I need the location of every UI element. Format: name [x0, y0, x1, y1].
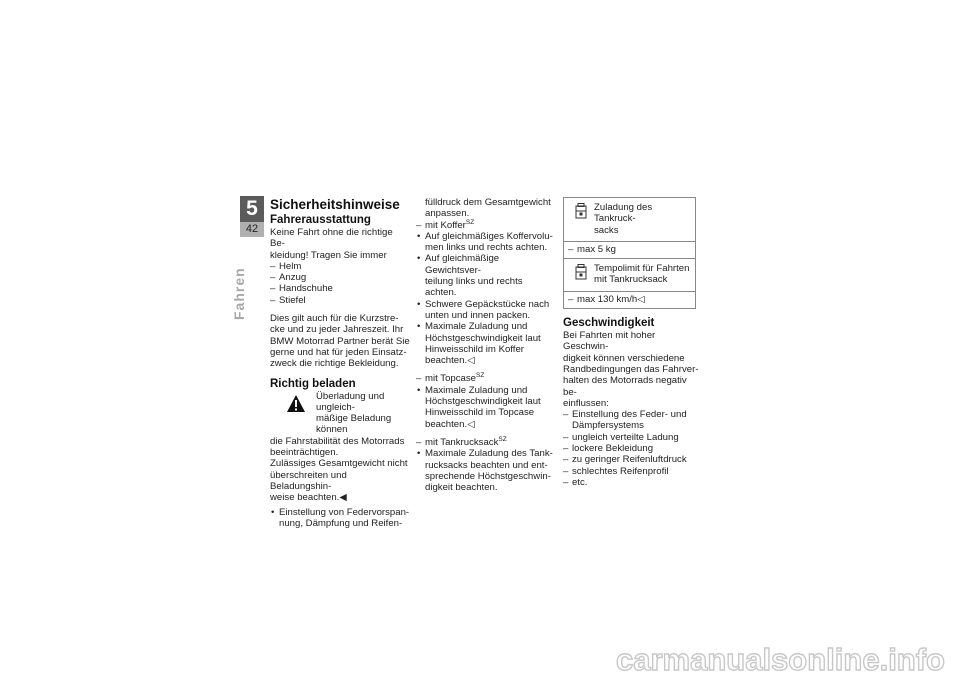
page-title: Sicherheitshinweise: [270, 197, 400, 212]
list-item: • Maximale Zuladung und Höchstgeschwindigkeit laut Hinweisschild im Topcase beachten.◁: [416, 385, 556, 430]
info-box-title-line: Zuladung des Tankruck-: [594, 202, 653, 225]
section-heading-geschwindigkeit: Geschwindigkeit: [563, 317, 655, 330]
warning-text-line: die Fahrstabilität des Motorrads: [270, 435, 405, 447]
intro-line: halten des Motorrads negativ be-: [563, 375, 687, 398]
chapter-side-label: Fahren: [231, 267, 247, 320]
list-item: • Maximale Zuladung des Tank- rucksacks beachten und ent- sprechende Höchstgeschwin- digkeit beachten.: [416, 448, 556, 493]
topcase-label-text: mit Topcase: [425, 373, 477, 385]
info-box-payload: [563, 197, 696, 259]
info-box-speed-limit: [563, 259, 696, 309]
column-3: [563, 197, 703, 488]
list-item: – Anzug: [270, 272, 410, 283]
payload-value: – max 5 kg: [568, 244, 691, 255]
sz-marker: SZ: [476, 372, 485, 380]
list-item: • Einstellung von Federvorspan-: [270, 507, 410, 518]
page-number: 42: [240, 222, 264, 237]
warning-text-line: weise beachten.◀: [270, 492, 347, 504]
intro-line: kleidung! Tragen Sie immer: [270, 249, 387, 261]
koffer-label: [416, 220, 556, 231]
info-box-title-line: mit Tankrucksack: [594, 274, 668, 286]
paragraph-line: Dies gilt auch für die Kurzstre-: [270, 313, 399, 325]
info-box-value: [564, 242, 695, 258]
column-2: [416, 197, 556, 493]
paragraph-line: gerne und hat für jeden Einsatz-: [270, 346, 407, 358]
list-item: – zu geringer Reifenluftdruck: [563, 454, 703, 465]
paragraph-line: zweck die richtige Bekleidung.: [270, 358, 399, 370]
equipment-list: [270, 261, 410, 306]
speed-limit-value: – max 130 km/h◁: [568, 294, 691, 305]
paragraph-line: cke und zu jeder Jahreszeit. Ihr: [270, 324, 404, 336]
section-heading-fahrerausstattung: Fahrerausstattung: [270, 214, 371, 226]
list-item: – Helm: [270, 261, 410, 272]
continuation-line: fülldruck dem Gesamtgewicht: [425, 197, 551, 208]
list-item: – Stiefel: [270, 295, 410, 306]
list-item: • Auf gleichmäßige Gewichtsver- teilung links und rechts achten.: [416, 253, 556, 298]
koffer-label-text: mit Koffer: [425, 219, 466, 231]
warning-text-line: überschreiten und Beladungshin-: [270, 469, 347, 492]
warning-line: mäßige Beladung können: [316, 413, 392, 436]
warning-triangle-icon: [286, 394, 306, 413]
intro-line: Keine Fahrt ohne die richtige Be-: [270, 227, 393, 250]
chapter-tab: [240, 196, 264, 238]
list-item: – etc.: [563, 477, 703, 488]
info-box-header: [564, 198, 695, 242]
list-item: – lockere Bekleidung: [563, 443, 703, 454]
tankrucksack-label-text: mit Tankrucksack: [425, 436, 499, 448]
info-box-title-line: Tempolimit für Fahrten: [594, 263, 690, 275]
paragraph-line: BMW Motorrad Partner berät Sie: [270, 335, 410, 347]
warning-line: Überladung und ungleich-: [316, 390, 385, 413]
tank-bag-icon: [574, 203, 588, 219]
koffer-bullets: [416, 231, 556, 367]
warning-text-line: Zulässiges Gesamtgewicht nicht: [270, 458, 408, 470]
topcase-bullets: [416, 385, 556, 430]
list-item: • Auf gleichmäßiges Koffervolu- men links und rechts achten.: [416, 231, 556, 254]
watermark-text: carmanualsonline.info: [615, 642, 945, 675]
list-item: – ungleich verteilte Ladung: [563, 432, 703, 443]
watermark: [440, 641, 950, 675]
warning-block: [270, 391, 410, 436]
info-box-header: [564, 259, 695, 292]
topcase-label: [416, 373, 556, 384]
list-item: – Handschuhe: [270, 283, 410, 294]
speed-factors-list: [563, 409, 703, 488]
chapter-number: 5: [240, 196, 264, 222]
sz-marker: SZ: [465, 218, 475, 226]
list-item: • Schwere Gepäckstücke nach unten und innen packen.: [416, 299, 556, 322]
info-box-value: [564, 292, 695, 308]
intro-line: Randbedingungen das Fahrver-: [563, 363, 699, 375]
sz-marker: SZ: [498, 435, 507, 443]
bullet-list: [270, 507, 410, 518]
info-box-title-line: sacks: [594, 224, 619, 236]
list-item: • Maximale Zuladung und Höchstgeschwindigkeit laut Hinweisschild im Koffer beachten.◁: [416, 321, 556, 366]
intro-line: digkeit können verschiedene: [563, 352, 685, 364]
warning-text-line: beeinträchtigen.: [270, 447, 339, 459]
column-1: [270, 197, 410, 529]
list-item-continuation: nung, Dämpfung und Reifen-: [279, 517, 403, 529]
intro-line: einflussen:: [563, 397, 609, 409]
section-heading-richtig-beladen: Richtig beladen: [270, 377, 356, 390]
list-item: – Einstellung des Feder- und Dämpfersystems: [563, 409, 703, 432]
tankrucksack-label: [416, 437, 556, 448]
list-item: – schlechtes Reifenprofil: [563, 466, 703, 477]
intro-line: Bei Fahrten mit hoher Geschwin-: [563, 330, 656, 353]
tank-bag-icon: [574, 264, 588, 280]
continuation-line: anpassen.: [425, 208, 470, 220]
tankrucksack-bullets: [416, 448, 556, 493]
